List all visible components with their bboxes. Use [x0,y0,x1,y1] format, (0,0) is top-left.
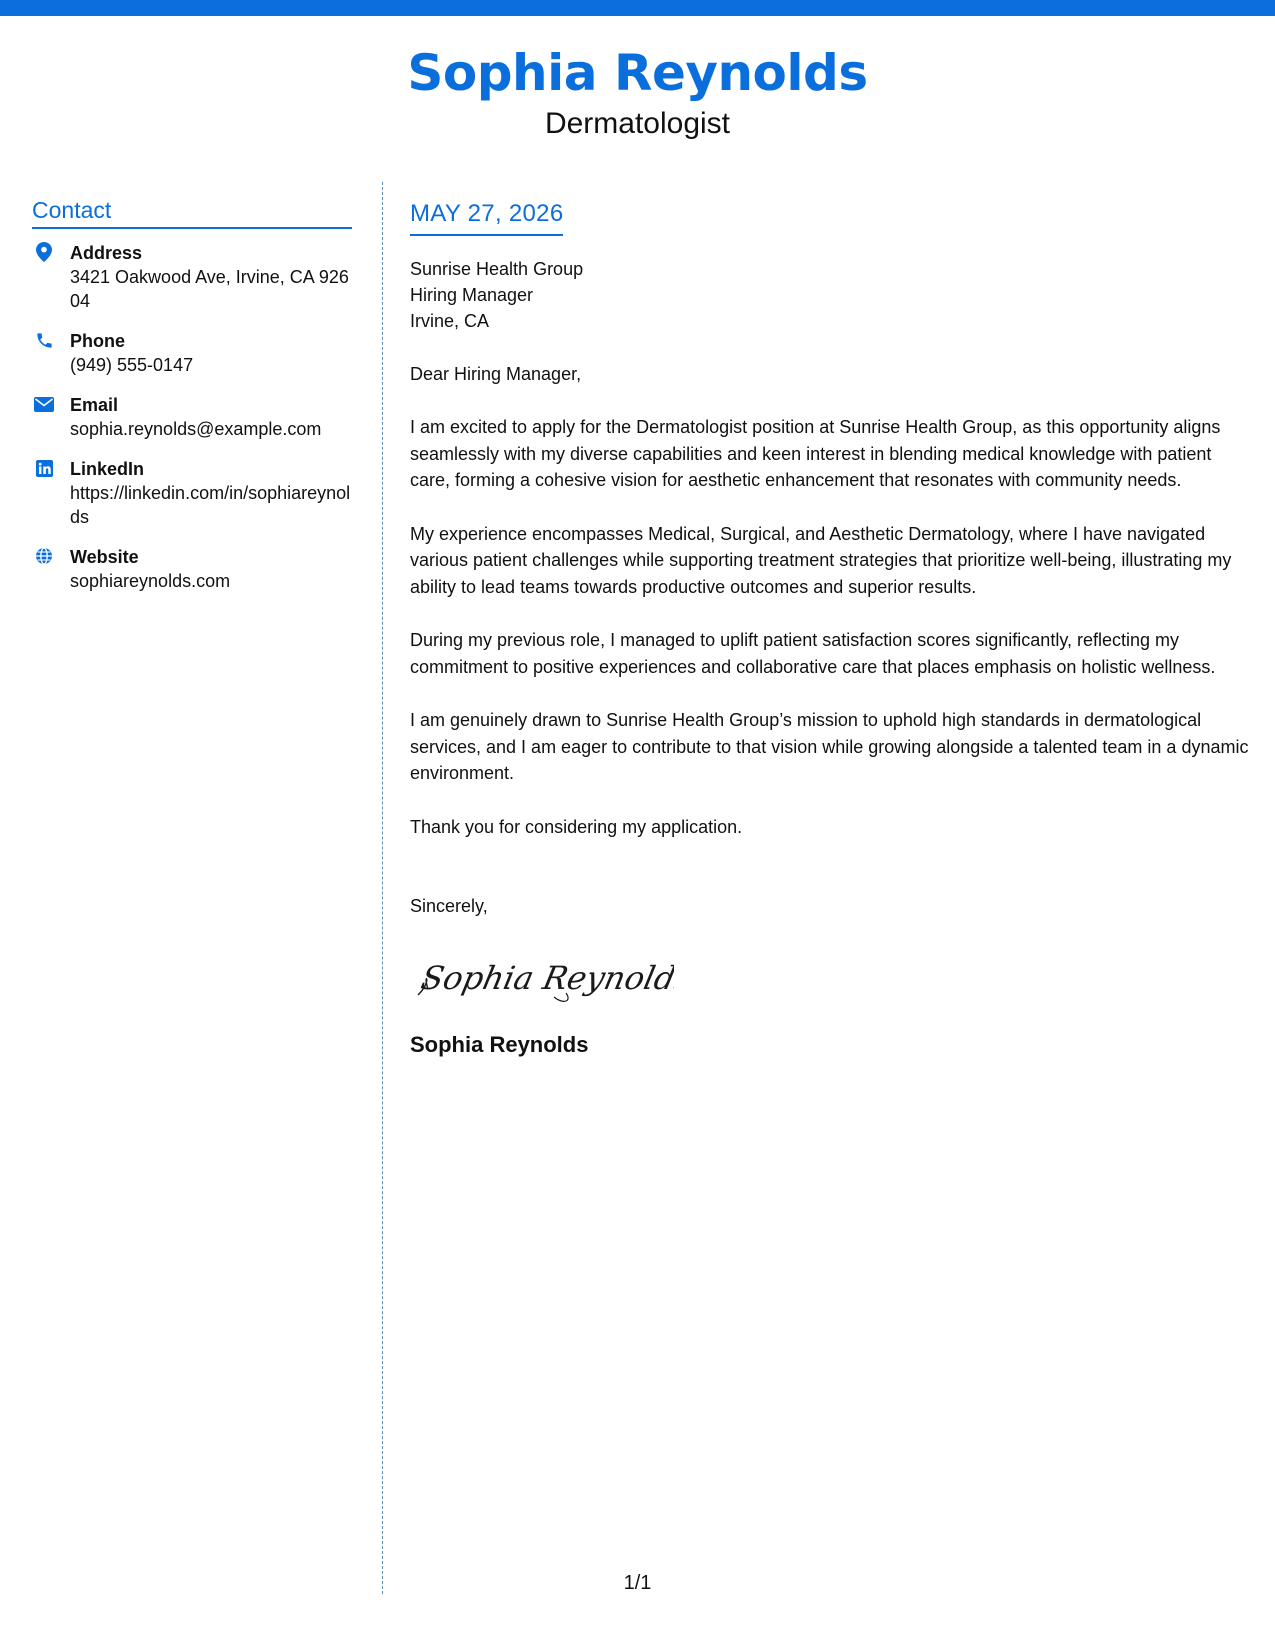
website-label: Website [70,547,139,567]
signature-glyphs: Sophia Reynolds [417,959,674,997]
globe-icon [34,546,54,566]
salutation: Dear Hiring Manager, [410,364,582,384]
recipient-role: Hiring Manager [410,285,534,305]
contact-item-email [32,393,352,441]
contact-item-linkedin [32,457,352,529]
linkedin-value[interactable]: https://linkedin.com/in/sophiareynolds [70,483,351,527]
body-paragraph: I am excited to apply for the Dermatologist position at Sunrise Health Group, as this opportunity aligns seamlessly with my diverse capabilities and keen interest in blending medical knowledge with patient care, forming a cohesive vision for aesthetic enhancement that resonates with community needs. [410,417,1221,490]
linkedin-label: LinkedIn [70,459,145,479]
applicant-name: Sophia Reynolds [407,44,868,102]
handwritten-signature [414,949,674,1009]
recipient-location: Irvine, CA [410,311,490,331]
contact-item-address [32,241,352,313]
recipient-block [410,256,1255,334]
top-accent-bar [0,0,1275,16]
email-value[interactable]: sophia.reynolds@example.com [70,419,322,439]
closing: Sincerely, [410,896,488,916]
body-paragraph: During my previous role, I managed to uplift patient satisfaction scores significantly, reflecting my commitment to positive experiences and collaborative care that places emphasis on holistic wellness. [410,630,1216,677]
envelope-icon [34,394,54,414]
contact-item-website [32,545,352,593]
phone-label: Phone [70,331,126,351]
location-pin-icon [34,242,54,262]
phone-value: (949) 555-0147 [70,355,194,375]
signer-name: Sophia Reynolds [410,1032,589,1057]
contact-sidebar [32,195,352,609]
address-value: 3421 Oakwood Ave, Irvine, CA 92604 [70,267,349,311]
website-value[interactable]: sophiareynolds.com [70,571,231,591]
linkedin-icon [34,458,54,478]
recipient-company: Sunrise Health Group [410,259,584,279]
page-number: 1/1 [623,1572,652,1594]
contact-heading: Contact [32,195,352,229]
phone-icon [34,330,54,350]
letter-date: MAY 27, 2026 [410,198,563,236]
letter-header [0,40,1275,142]
body-paragraph: My experience encompasses Medical, Surgical, and Aesthetic Dermatology, where I have navigated various patient challenges while supporting treatment strategies that prioritize well-being, illustrating my ability to lead teams towards productive outcomes and superior results. [410,523,1232,597]
body-paragraph: I am genuinely drawn to Sunrise Health Group’s mission to uphold high standards in dermatological services, and I am eager to contribute to that vision while growing alongside a talented team in a dynamic environment. [410,710,1249,783]
body-paragraph: Thank you for considering my application. [410,816,743,837]
letter-body [410,198,1255,1059]
address-label: Address [70,243,143,263]
column-divider [382,182,383,1594]
email-label: Email [70,395,119,415]
applicant-title: Dermatologist [544,107,731,140]
contact-item-phone [32,329,352,377]
